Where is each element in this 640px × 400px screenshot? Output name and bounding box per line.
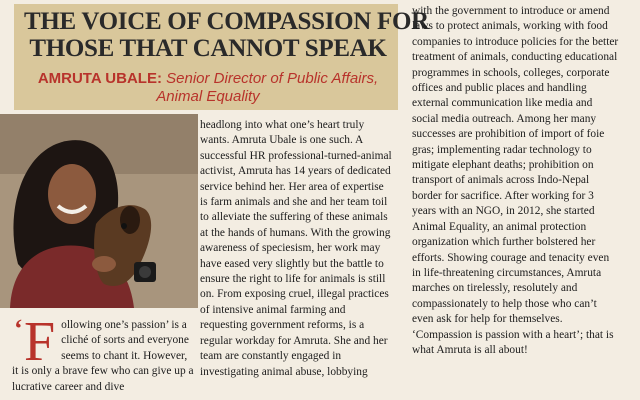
byline-role: Senior Director of Public Affairs, Animal Equality [156, 70, 379, 105]
column-1-text: ollowing one’s passion’ is a cliché of sorts and everyone seems to chant it. However, it is only a brave few who can give up a lucrative career and dive [12, 319, 194, 393]
article-title [24, 8, 429, 62]
opening-quote: ‘ [14, 314, 23, 343]
lead-paragraph [12, 311, 196, 395]
column-2-text: headlong into what one’s heart truly wants. Amruta Ubale is one such. A successful HR professional-turned-animal activist, Amruta has 14 years of dedicated service behind her. Her area of expertise is farm animals and she and her team toil to alleviate the suffering of these animals at the hands of humans. With the growing awareness of speciesism, her work may have eased very slightly but the battle to ensure the right to life for animals is still on. From exposing cruel, illegal practices of intensive animal farming and requesting government reforms, is a regular workday for Amruta. She and her team are constantly engaged in investigating animal abuse, lobbying [200, 119, 392, 378]
column-2 [200, 118, 394, 380]
title-line-2: THOSE THAT CANNOT SPEAK [29, 35, 387, 62]
title-banner [14, 4, 429, 110]
title-line-1: THE VOICE OF COMPASSION FOR [24, 8, 429, 35]
byline-name: AMRUTA UBALE: [37, 70, 162, 87]
portrait-photo [0, 114, 198, 308]
column-3 [412, 4, 620, 358]
drop-cap: F [24, 311, 56, 373]
byline [24, 70, 392, 106]
column-3-text: with the government to introduce or amend laws to protect animals, working with food companies to introduce policies for the better treatment of animals, conducting educational programmes in schools, colleges, corporate offices and public places and handling external communication like media and social media outreach. Among her many successes are prohibition of import of foie gras; implementing radar technology to mitigate elephant deaths; prohibition on transport of animals across Indo-Nepal border for sacrifice. After working for 3 years with an NGO, in 2012, she started Animal Equality, an animal protection organization which further bolstered her efforts. Showing courage and tenacity even in life-threatening circumstances, Amruta marches on tirelessly, resolutely and compassionately to help those who can’t even ask for help for themselves. ‘Compassion is passion with a heart’; that is what Amruta is all about! [412, 5, 619, 356]
portrait-illustration [0, 114, 198, 308]
column-1 [12, 311, 196, 395]
